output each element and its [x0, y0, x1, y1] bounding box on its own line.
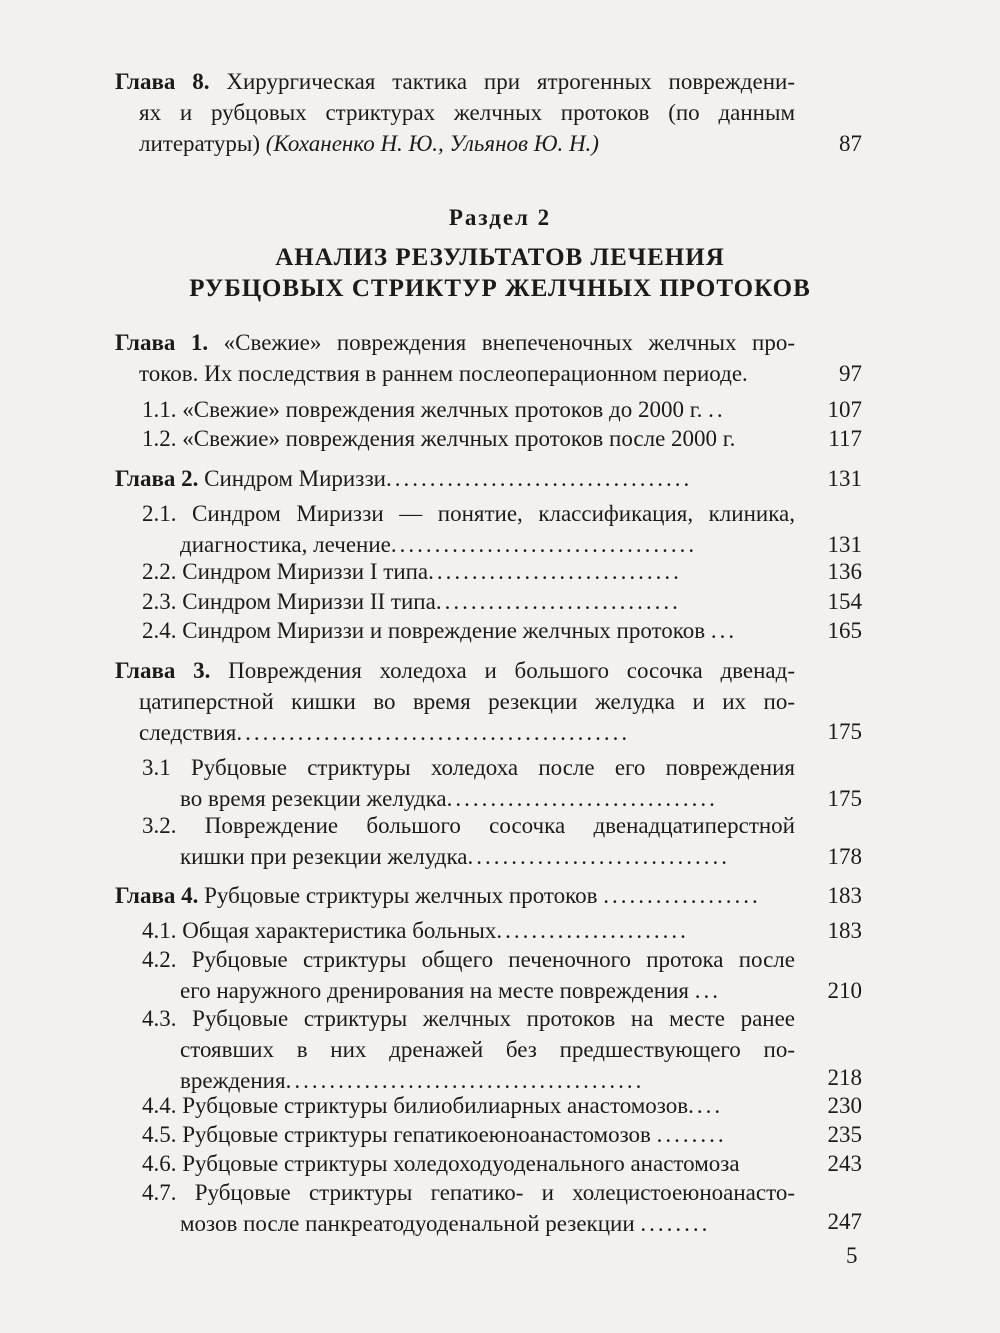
subentry-title: 4.1. Общая характеристика больных: [142, 918, 497, 943]
toc-subentry: [142, 556, 795, 587]
leader-dots: ........: [640, 1211, 711, 1236]
subentry-title: 1.2. «Свежие» повреждения желчных протоков после 2000 г.: [142, 426, 736, 451]
page-ref: 210: [827, 978, 862, 1003]
page-ref: 165: [827, 618, 862, 643]
leader-dots: ............................: [435, 589, 681, 614]
page-ref: 175: [827, 719, 862, 744]
leader-dots: ...............................: [446, 786, 718, 811]
page-ref: 97: [839, 361, 862, 386]
subentry-title-line: 4.2. Рубцовые стриктуры общего печеночного протока после: [142, 947, 795, 972]
toc-subentry: [142, 1090, 795, 1121]
leader-dots: ..: [708, 397, 726, 422]
subentry-title: 2.3. Синдром Мириззи II типа: [142, 589, 436, 614]
subentry-title: 2.2. Синдром Мириззи I типа: [142, 559, 429, 584]
chapter-title: Синдром Мириззи: [204, 466, 386, 491]
page-ref: 230: [827, 1093, 862, 1118]
subentry-title: 4.6. Рубцовые стриктуры холедоходуоденального анастомоза: [142, 1151, 740, 1176]
page-number: 5: [846, 1243, 858, 1268]
page-ref: 175: [827, 786, 862, 811]
page-ref: 178: [827, 844, 862, 869]
toc-subentry: [142, 498, 795, 560]
subentry-title-line: его наружного дренирования на месте повреждения: [180, 978, 689, 1003]
toc-subentry: [142, 944, 795, 1006]
leader-dots: .........................................: [285, 1068, 645, 1093]
section-title-line: РУБЦОВЫХ СТРИКТУР ЖЕЛЧНЫХ ПРОТОКОВ: [189, 275, 811, 302]
leader-dots: ........: [656, 1122, 727, 1147]
leader-dots: ......................: [496, 918, 689, 943]
chapter-title-line: литературы): [139, 131, 261, 156]
page-ref: 218: [827, 1065, 862, 1090]
leader-dots: ..................: [603, 883, 761, 908]
subentry-title: 4.4. Рубцовые стриктуры билиобилиарных анастомозов: [142, 1093, 689, 1118]
subentry-title: 1.1. «Свежие» повреждения желчных протоков до 2000 г.: [142, 397, 703, 422]
toc-entry-ch2: [115, 463, 795, 494]
subentry-title-line: мозов после панкреатодуоденальной резекции: [180, 1211, 635, 1236]
toc-subentry: [142, 586, 795, 617]
subentry-title: 2.4. Синдром Мириззи и повреждение желчных протоков: [142, 618, 706, 643]
chapter-title-line: «Свежие» повреждения внепеченочных желчных про-: [223, 330, 795, 355]
leader-dots: ..............................: [467, 844, 730, 869]
page-ref: 131: [827, 532, 862, 557]
chapter-title-line: цатиперстной кишки во время резекции желудка и их по-: [139, 689, 795, 714]
subentry-title-line: 3.1 Рубцовые стриктуры холедоха после его повреждения: [142, 755, 795, 780]
leader-dots: ....: [688, 1093, 724, 1118]
page-ref: 183: [827, 918, 862, 943]
subentry-title-line: вреждения: [180, 1068, 286, 1093]
leader-dots: .............................: [428, 559, 682, 584]
page-ref: 154: [827, 589, 862, 614]
leader-dots: ...: [710, 618, 738, 643]
toc-entry-ch3: [115, 655, 795, 748]
page-ref: 131: [827, 466, 862, 491]
toc-subentry: [142, 1148, 795, 1179]
leader-dots: ...: [694, 978, 721, 1003]
toc-subentry: [142, 615, 795, 646]
section-title-line: АНАЛИЗ РЕЗУЛЬТАТОВ ЛЕЧЕНИЯ: [275, 244, 725, 271]
toc-entry-ch8: [115, 66, 795, 159]
page-ref: 87: [839, 131, 862, 156]
subentry-title: 4.5. Рубцовые стриктуры гепатикоеюноанастомозов: [142, 1122, 651, 1147]
toc-subentry: [142, 1003, 795, 1096]
toc-subentry: [142, 423, 795, 454]
page-ref: 107: [827, 397, 862, 422]
chapter-label: Глава 1.: [115, 330, 209, 355]
page-ref: 247: [827, 1209, 862, 1234]
toc-subentry: [142, 1119, 795, 1150]
subentry-title-line: кишки при резекции желудка: [180, 844, 468, 869]
chapter-title-line: Повреждения холедоха и большого сосочка двенад-: [228, 658, 795, 683]
subentry-title-line: во время резекции желудка: [180, 786, 447, 811]
page-ref: 117: [828, 426, 862, 451]
subentry-title-line: 3.2. Повреждение большого сосочка двенадцатиперстной: [142, 813, 795, 838]
leader-dots: .: [742, 361, 751, 386]
subentry-title-line: 2.1. Синдром Мириззи — понятие, классификация, клиника,: [142, 501, 795, 526]
page-ref: 235: [827, 1122, 862, 1147]
page-ref: 243: [827, 1151, 862, 1176]
toc-subentry: [142, 810, 795, 872]
chapter-label: Глава 8.: [115, 69, 210, 94]
chapter-label: Глава 4.: [115, 883, 199, 908]
toc-subentry: [142, 915, 795, 946]
toc-entry-ch4: [115, 880, 795, 911]
page-ref: 136: [827, 559, 862, 584]
chapter-title-line: ях и рубцовых стриктурах желчных протоков (по данным: [139, 100, 795, 125]
subentry-title-line: 4.3. Рубцовые стриктуры желчных протоков на месте ранее: [142, 1006, 795, 1031]
toc-subentry: [142, 394, 795, 425]
leader-dots: .............................................: [236, 720, 631, 745]
page-ref: 183: [827, 883, 862, 908]
section-label: Раздел 2: [448, 205, 552, 230]
chapter-title-line: токов. Их последствия в раннем послеоперационном периоде: [139, 361, 743, 386]
subentry-title-line: 4.7. Рубцовые стриктуры гепатико- и холецистоеюноанасто-: [142, 1180, 795, 1205]
chapter-authors: (Коханенко Н. Ю., Ульянов Ю. Н.): [265, 131, 599, 156]
leader-dots: ...................................: [390, 532, 698, 557]
chapter-title-line: следствия: [139, 720, 237, 745]
subentry-title-line: диагностика, лечение: [180, 532, 391, 557]
toc-entry-ch1: [115, 327, 795, 389]
leader-dots: ...................................: [385, 466, 693, 491]
toc-subentry: [142, 1177, 795, 1239]
chapter-label: Глава 2.: [115, 466, 199, 491]
subentry-title-line: стоявших в них дренажей без предшествующего по-: [180, 1037, 795, 1062]
chapter-label: Глава 3.: [115, 658, 211, 683]
chapter-title: Рубцовые стриктуры желчных протоков: [204, 883, 598, 908]
chapter-title-line: Хирургическая тактика при ятрогенных повреждени-: [226, 69, 795, 94]
toc-subentry: [142, 752, 795, 814]
